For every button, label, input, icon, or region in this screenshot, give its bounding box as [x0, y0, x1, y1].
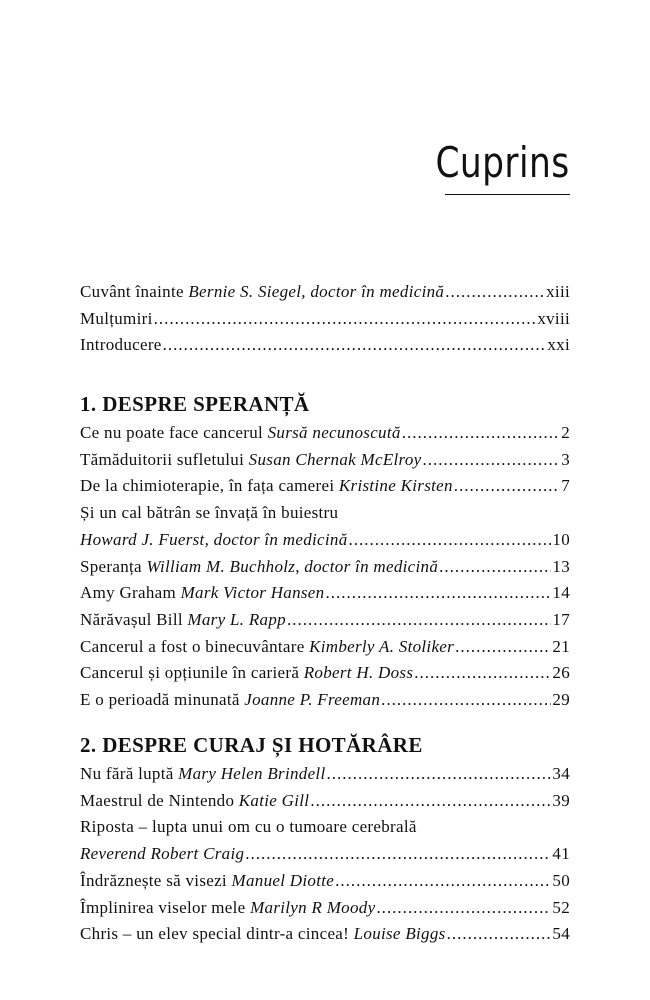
entry-author: Joanne P. Freeman — [244, 690, 381, 709]
entry-label: De la chimioterapie, în fața camerei — [80, 476, 339, 496]
page-number: 39 — [552, 790, 570, 810]
entry-title — [80, 762, 325, 786]
entry-author: Kimberly A. Stoliker — [309, 636, 455, 656]
entry-label: Speranța — [80, 556, 147, 576]
toc-entry — [80, 333, 570, 357]
dot-leader — [381, 688, 551, 712]
entry-label: Tămăduitorii sufletului — [80, 449, 249, 469]
entry-author: Howard J. Fuerst, doctor în medicină — [80, 529, 348, 549]
page-number: xxi — [547, 335, 570, 355]
dot-leader — [310, 789, 551, 813]
toc-line: Și un cal bătrân se învață în buiestru — [80, 503, 339, 523]
entry-label: Nărăvașul Bill — [80, 609, 188, 629]
entry-label: Nu fără luptă — [80, 764, 179, 783]
entry-title — [80, 448, 421, 472]
section-heading: 2. DESPRE CURAJ ȘI HOTĂRÂRE — [80, 733, 423, 757]
page-number: 13 — [552, 556, 570, 576]
page-number: 54 — [552, 924, 570, 944]
page-number: 21 — [552, 636, 570, 656]
entry-label: Cancerul și opțiunile în carieră — [80, 663, 304, 683]
page-number: 52 — [552, 897, 570, 917]
toc-entry — [80, 762, 570, 786]
entry-author: Reverend Robert Craig — [80, 844, 245, 864]
entry-author: Susan Chernak McElroy — [248, 449, 422, 469]
toc-line: Riposta – lupta unui om cu o tumoare cerebrală — [80, 817, 417, 837]
dot-leader — [447, 922, 552, 946]
entry-label: Îndrăznește să visezi — [80, 870, 232, 890]
entry-author: Louise Biggs — [353, 924, 446, 944]
entry-title — [80, 528, 348, 552]
toc-entry — [80, 896, 570, 920]
page-number: 26 — [552, 663, 570, 683]
toc-entry — [80, 528, 570, 552]
dot-leader — [325, 581, 551, 605]
dot-leader — [376, 896, 551, 920]
toc-entry — [80, 608, 570, 632]
entry-author: Mary L. Rapp — [187, 609, 286, 629]
section-heading: 1. DESPRE SPERANȚĂ — [80, 392, 310, 416]
entry-title — [80, 333, 162, 357]
toc-entry — [80, 688, 570, 712]
dot-leader — [287, 608, 551, 632]
toc-entry — [80, 307, 570, 331]
entry-author: Robert H. Doss — [303, 663, 414, 683]
entry-label: Împlinirea viselor mele — [80, 897, 251, 917]
entry-title — [80, 608, 286, 632]
dot-leader — [335, 869, 551, 893]
entry-title — [80, 581, 324, 605]
dot-leader — [163, 333, 547, 357]
toc-entry — [80, 581, 570, 605]
entry-label: Cancerul a fost o binecuvântare — [80, 636, 310, 656]
toc-entry — [80, 635, 570, 659]
page-number: 34 — [552, 764, 570, 783]
page-number: 41 — [552, 844, 570, 864]
entry-label: Chris – un elev special dintr-a cincea! — [80, 924, 354, 944]
page-title: Cuprins — [435, 138, 570, 187]
entry-label: Amy Graham — [80, 583, 181, 603]
dot-leader — [402, 421, 561, 445]
entry-title — [80, 307, 153, 331]
page-number: 29 — [552, 690, 570, 709]
page-number: 17 — [552, 609, 570, 629]
toc-entry — [80, 280, 570, 304]
entry-title — [80, 555, 438, 579]
page-number: 50 — [552, 870, 570, 890]
toc-entry — [80, 661, 570, 685]
toc-entry — [80, 421, 570, 445]
entry-label: Maestrul de Nintendo — [80, 790, 239, 810]
dot-leader — [349, 528, 552, 552]
dot-leader — [414, 661, 551, 685]
entry-label: Introducere — [80, 335, 162, 355]
entry-author: Kristine Kirsten — [338, 476, 453, 496]
toc-entry — [80, 869, 570, 893]
entry-title — [80, 842, 244, 866]
entry-author: Sursă necunoscută — [267, 423, 401, 442]
entry-author: Marilyn R Moody — [250, 897, 376, 917]
entry-label: Cuvânt înainte — [80, 282, 189, 301]
entry-title — [80, 869, 334, 893]
entry-title — [80, 661, 413, 685]
entry-author: Bernie S. Siegel, doctor în medicină — [188, 282, 445, 301]
toc-entry — [80, 922, 570, 946]
dot-leader — [439, 555, 551, 579]
entry-title — [80, 896, 375, 920]
toc-entry — [80, 474, 570, 498]
entry-label: Ce nu poate face cancerul — [80, 423, 268, 442]
page-number: 2 — [561, 423, 570, 442]
dot-leader — [245, 842, 551, 866]
toc-entry — [80, 789, 570, 813]
entry-title — [80, 280, 444, 304]
toc-entry — [80, 448, 570, 472]
entry-title — [80, 922, 446, 946]
entry-author: Mark Victor Hansen — [180, 583, 325, 603]
entry-label: Mulțumiri — [80, 308, 153, 328]
entry-title — [80, 421, 401, 445]
dot-leader — [455, 635, 551, 659]
toc-entry — [80, 842, 570, 866]
page-number: xviii — [537, 308, 570, 328]
page-number: 14 — [552, 583, 570, 603]
page-number: 3 — [561, 449, 570, 469]
page-number: xiii — [546, 282, 570, 301]
dot-leader — [445, 280, 545, 304]
entry-label: E o perioadă minunată — [80, 690, 245, 709]
entry-title — [80, 474, 453, 498]
entry-title — [80, 789, 309, 813]
dot-leader — [326, 762, 551, 786]
entry-author: Katie Gill — [238, 790, 310, 810]
entry-author: Manuel Diotte — [231, 870, 335, 890]
dot-leader — [154, 307, 537, 331]
toc-entry — [80, 555, 570, 579]
dot-leader — [454, 474, 560, 498]
entry-author: Mary Helen Brindell — [178, 764, 326, 783]
page-number: 10 — [552, 529, 570, 549]
dot-leader — [422, 448, 560, 472]
entry-author: William M. Buchholz, doctor în medicină — [146, 556, 439, 576]
entry-title — [80, 635, 454, 659]
title-underline — [445, 194, 570, 195]
page-number: 7 — [561, 476, 570, 496]
entry-title — [80, 688, 380, 712]
